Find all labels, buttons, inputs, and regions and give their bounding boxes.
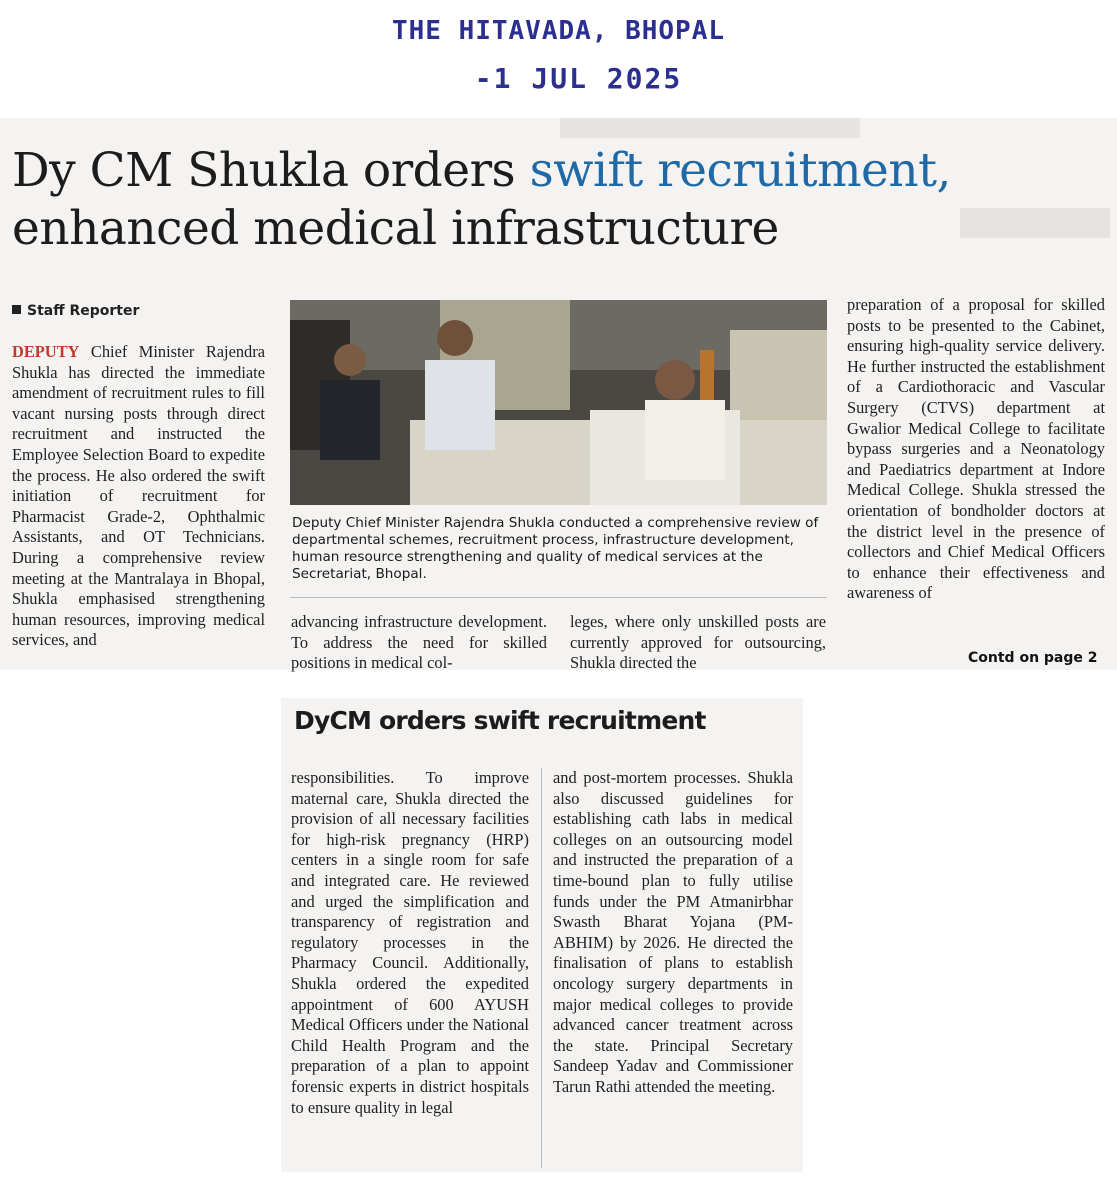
continued-note: Contd on page 2	[968, 650, 1098, 666]
headline-part1: Dy CM Shukla orders	[12, 143, 530, 198]
continuation-column-2: and post-mortem processes. Shukla also discussed guidelines for establishing cath labs in medical colleges on an outsourcing model and instructed the preparation of a time-bound plan to fully utilise funds under the PM Atmanirbhar Swasth Bharat Yojana (PM-ABHIM) by 2026. He directed the finalisation of plans to establish oncology surgery departments in major medical colleges to provide advanced cancer treatment across the state. Principal Secretary Sandeep Yadav and Commissioner Tarun Rathi attended the meeting.	[553, 768, 793, 1096]
bullet-square-icon	[12, 305, 21, 314]
continuation-divider	[541, 768, 542, 1168]
byline-text: Staff Reporter	[27, 303, 140, 319]
article-column-2: advancing infrastructure development. To address the need for skilled positions in medical col-	[291, 612, 547, 673]
article-column-4: preparation of a proposal for skilled posts to be presented to the Cabinet, ensuring high-quality service delivery. He further instructed the establishment of a Cardiothoracic and Vascular Surgery (CTVS) department at Gwalior Medical College to facilitate bypass surgeries and a Neonatology and Paediatrics department at Indore Medical College. Shukla stressed the orientation of bondholder doctors at the district level in the presence of collectors and Chief Medical Officers to enhance their effectiveness and awareness of	[847, 295, 1105, 603]
column-1-text: Chief Minister Rajendra Shukla has directed the immediate amendment of recruitment rules to fill vacant nursing posts through direct recruitment and instructed the Employee Selection Board to expedite the process. He also ordered the swift initiation of recruitment for Pharmacist Grade-2, Ophthalmic Assistants, and OT Technicians. During a comprehensive review meeting at the Mantralaya in Bhopal, Shukla emphasised strengthening human resources, improving medical services, and	[12, 342, 265, 650]
meeting-photo-illustration	[290, 300, 827, 505]
article-column-1	[12, 342, 265, 651]
column-divider	[290, 597, 827, 598]
headline-line2: enhanced medical infrastructure	[12, 201, 779, 256]
byline	[12, 303, 139, 319]
article-column-3: leges, where only unskilled posts are currently approved for outsourcing, Shukla directed the	[570, 612, 826, 673]
headline	[12, 142, 1112, 258]
headline-accent: swift recruitment,	[529, 143, 951, 198]
continuation-column-1: responsibilities. To improve maternal care, Shukla directed the provision of all necessary facilities for high-risk pregnancy (HRP) centers in a single room for safe and integrated care. He reviewed and urged the simplification and transparency of registration and regulatory processes in the Pharmacy Council. Additionally, Shukla ordered the expedited appointment of 600 AYUSH Medical Officers under the National Child Health Program and the preparation of a plan to appoint forensic experts in district hospitals to ensure quality in legal	[291, 768, 529, 1117]
photo-caption: Deputy Chief Minister Rajendra Shukla conducted a comprehensive review of departmental schemes, recruitment process, infrastructure development, human resource strengthening and quality of medical services at the Secretariat, Bhopal.	[292, 515, 819, 582]
bleed-through-texture	[560, 118, 860, 138]
article-photo	[290, 300, 827, 505]
drop-word: DEPUTY	[12, 342, 80, 361]
date-stamp: -1 JUL 2025	[474, 62, 683, 95]
publication-stamp: THE HITAVADA, BHOPAL	[391, 16, 726, 46]
continuation-headline: DyCM orders swift recruitment	[294, 706, 706, 735]
